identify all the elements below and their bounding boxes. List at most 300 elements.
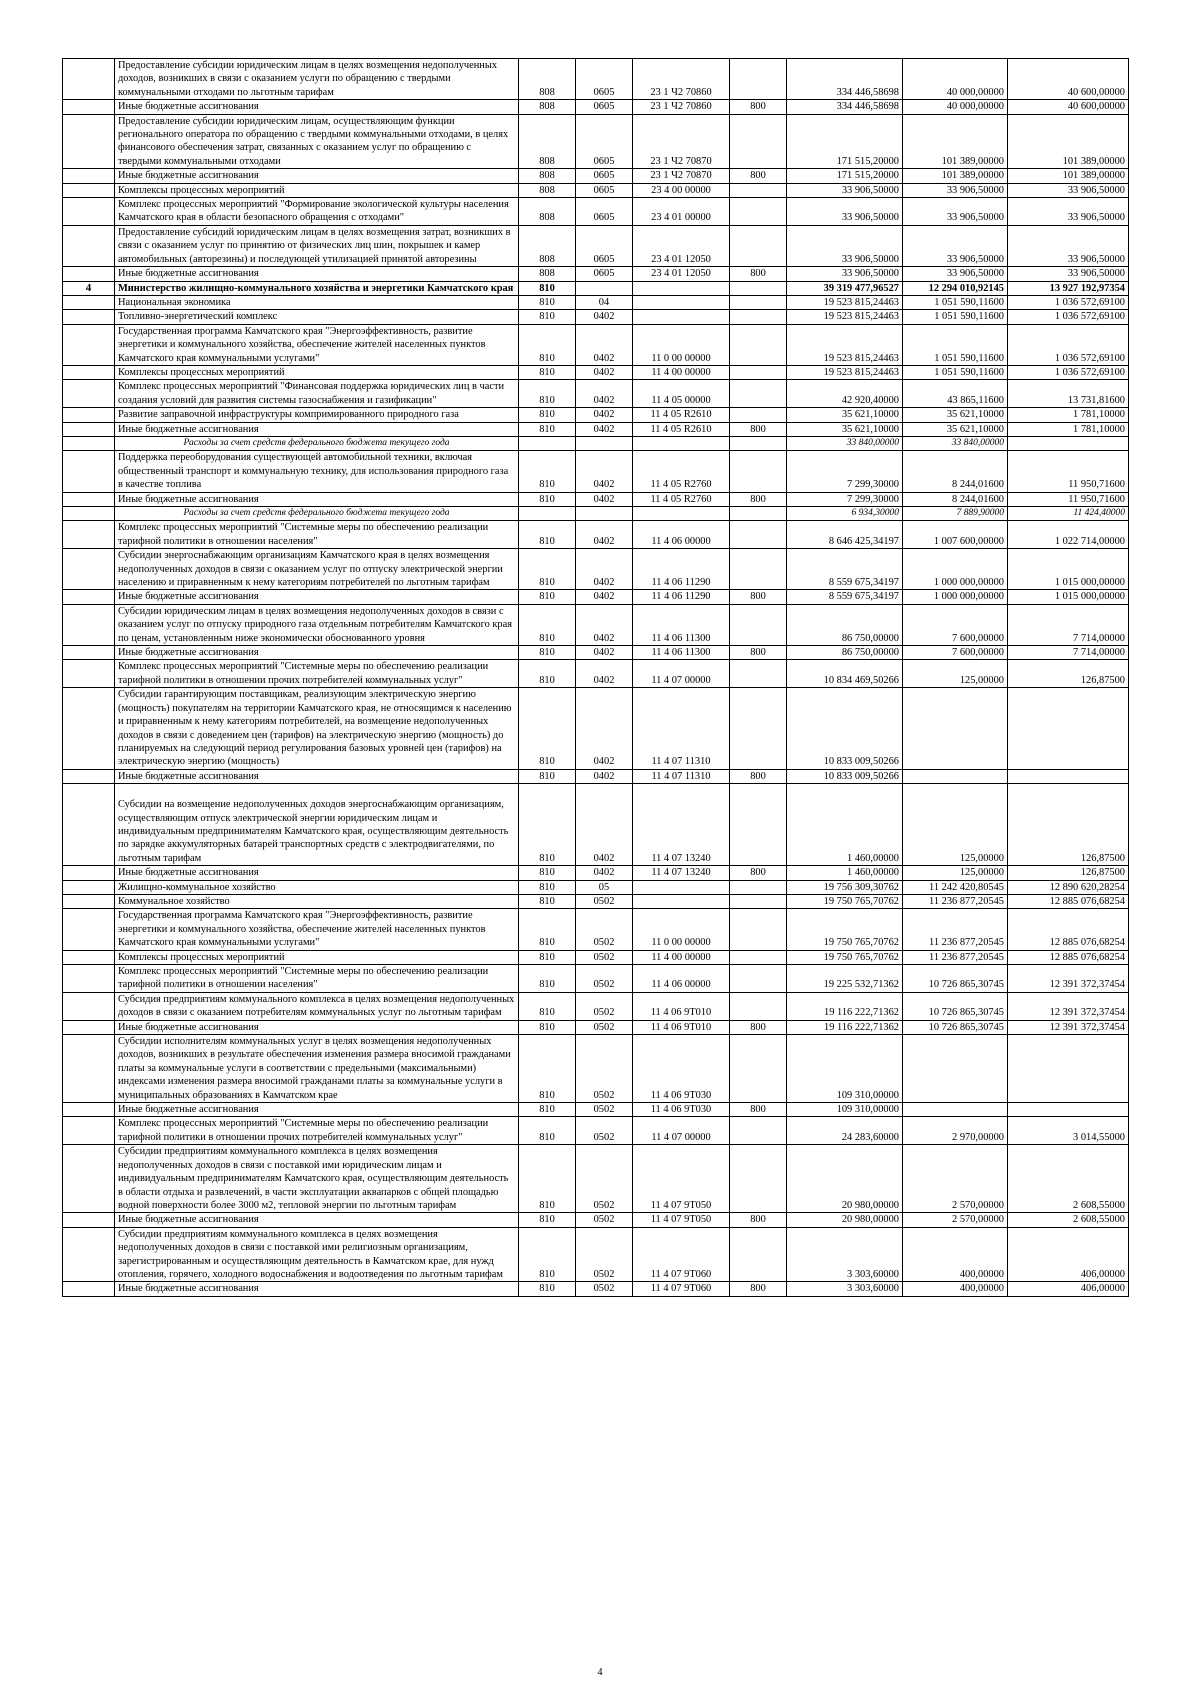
amount-year-1: 10 834 469,50266	[787, 660, 903, 688]
table-row	[63, 59, 1129, 100]
table-row	[63, 521, 1129, 549]
amount-year-1: 3 303,60000	[787, 1227, 903, 1282]
amount-year-3: 13 731,81600	[1008, 380, 1129, 408]
grbs-code: 808	[519, 100, 576, 114]
expense-type-code: 800	[730, 1020, 787, 1034]
section-code: 0605	[576, 225, 633, 266]
row-number	[63, 507, 115, 521]
grbs-code: 810	[519, 950, 576, 964]
amount-year-1: 33 906,50000	[787, 198, 903, 226]
amount-year-2: 1 051 590,11600	[903, 324, 1008, 365]
amount-year-3: 12 890 620,28254	[1008, 880, 1129, 894]
section-code: 0402	[576, 380, 633, 408]
amount-year-1: 171 515,20000	[787, 169, 903, 183]
item-name: Предоставление субсидии юридическим лицам, осуществляющим функции регионального оператора по обращению с твердыми коммунальными отходами, в целях финансового обеспечения затрат, связанных с оказанием услуг по обращению с твердыми коммунальными отходами	[115, 114, 519, 169]
amount-year-2: 11 242 420,80545	[903, 880, 1008, 894]
expense-type-code: 800	[730, 267, 787, 281]
amount-year-2: 2 970,00000	[903, 1117, 1008, 1145]
item-name: Иные бюджетные ассигнования	[115, 866, 519, 880]
row-number	[63, 866, 115, 880]
grbs-code: 808	[519, 183, 576, 197]
amount-year-1: 171 515,20000	[787, 114, 903, 169]
item-name: Комплекс процессных мероприятий "Финансовая поддержка юридических лиц в части создания условий для развития системы газоснабжения и газификации"	[115, 380, 519, 408]
expense-type-code: 800	[730, 169, 787, 183]
row-number	[63, 688, 115, 769]
amount-year-2: 12 294 010,92145	[903, 281, 1008, 295]
row-number	[63, 183, 115, 197]
target-article-code: 11 4 05 00000	[633, 380, 730, 408]
table-row	[63, 880, 1129, 894]
target-article-code	[633, 281, 730, 295]
grbs-code: 808	[519, 169, 576, 183]
item-name: Государственная программа Камчатского края "Энергоэффективность, развитие энергетики и коммунального хозяйства, обеспечение жителей населенных пунктов Камчатского края коммунальными услугами"	[115, 909, 519, 950]
expense-type-code	[730, 688, 787, 769]
section-code: 0605	[576, 100, 633, 114]
section-code: 0502	[576, 1213, 633, 1227]
row-number	[63, 1145, 115, 1213]
item-name: Расходы за счет средств федерального бюджета текущего года	[115, 507, 519, 521]
row-number	[63, 267, 115, 281]
expense-type-code	[730, 521, 787, 549]
section-code: 05	[576, 880, 633, 894]
target-article-code: 11 4 07 11310	[633, 688, 730, 769]
grbs-code: 810	[519, 1020, 576, 1034]
target-article-code: 11 4 05 R2610	[633, 422, 730, 436]
item-name: Комплекс процессных мероприятий "Системные меры по обеспечению реализации тарифной политики в отношении прочих потребителей коммунальных услуг"	[115, 1117, 519, 1145]
expense-type-code: 800	[730, 646, 787, 660]
expense-type-code: 800	[730, 769, 787, 783]
table-row	[63, 1227, 1129, 1282]
target-article-code: 11 4 07 00000	[633, 1117, 730, 1145]
target-article-code: 11 4 06 9Т010	[633, 1020, 730, 1034]
amount-year-1: 19 523 815,24463	[787, 310, 903, 324]
expense-type-code	[730, 198, 787, 226]
section-code	[576, 281, 633, 295]
item-name: Субсидии исполнителям коммунальных услуг в целях возмещения недополученных доходов, возникших в результате обеспечения изменения размера вносимой гражданами платы за коммунальные услуги в соответствии с предельными (максимальными) индексами изменения размера вносимой гражданами платы за коммунальные услуги в муниципальных образованиях в Камчатском крае	[115, 1035, 519, 1103]
table-row	[63, 100, 1129, 114]
expense-type-code	[730, 114, 787, 169]
row-number	[63, 784, 115, 866]
section-code: 0502	[576, 965, 633, 993]
target-article-code: 23 4 01 12050	[633, 225, 730, 266]
row-number	[63, 660, 115, 688]
amount-year-2: 11 236 877,20545	[903, 909, 1008, 950]
section-code	[576, 436, 633, 450]
amount-year-2: 400,00000	[903, 1227, 1008, 1282]
federal-share-row	[63, 507, 1129, 521]
amount-year-1: 24 283,60000	[787, 1117, 903, 1145]
amount-year-1: 86 750,00000	[787, 604, 903, 645]
amount-year-1: 1 460,00000	[787, 784, 903, 866]
table-row	[63, 380, 1129, 408]
row-number	[63, 1117, 115, 1145]
amount-year-3: 12 391 372,37454	[1008, 1020, 1129, 1034]
amount-year-1: 19 750 765,70762	[787, 950, 903, 964]
amount-year-2: 1 000 000,00000	[903, 590, 1008, 604]
amount-year-3: 7 714,00000	[1008, 646, 1129, 660]
item-name: Расходы за счет средств федерального бюджета текущего года	[115, 436, 519, 450]
amount-year-3	[1008, 769, 1129, 783]
expense-type-code	[730, 1117, 787, 1145]
amount-year-1: 8 646 425,34197	[787, 521, 903, 549]
row-number	[63, 1213, 115, 1227]
section-code: 0402	[576, 688, 633, 769]
item-name: Комплексы процессных мероприятий	[115, 365, 519, 379]
section-code: 0605	[576, 59, 633, 100]
row-number	[63, 1035, 115, 1103]
amount-year-3	[1008, 1103, 1129, 1117]
section-code: 0402	[576, 310, 633, 324]
target-article-code: 11 4 06 9Т010	[633, 992, 730, 1020]
item-name: Иные бюджетные ассигнования	[115, 267, 519, 281]
target-article-code: 23 1 Ч2 70870	[633, 114, 730, 169]
grbs-code: 810	[519, 1145, 576, 1213]
amount-year-3: 2 608,55000	[1008, 1213, 1129, 1227]
table-row	[63, 324, 1129, 365]
amount-year-3: 12 885 076,68254	[1008, 909, 1129, 950]
section-code: 0402	[576, 604, 633, 645]
amount-year-2: 10 726 865,30745	[903, 992, 1008, 1020]
table-row	[63, 310, 1129, 324]
target-article-code: 11 4 06 11300	[633, 604, 730, 645]
table-row	[63, 492, 1129, 506]
section-code	[576, 507, 633, 521]
amount-year-3: 12 391 372,37454	[1008, 965, 1129, 993]
amount-year-1: 10 833 009,50266	[787, 688, 903, 769]
expense-type-code	[730, 436, 787, 450]
amount-year-3: 7 714,00000	[1008, 604, 1129, 645]
amount-year-3: 406,00000	[1008, 1227, 1129, 1282]
table-row	[63, 1145, 1129, 1213]
row-number	[63, 380, 115, 408]
target-article-code: 11 4 05 R2760	[633, 451, 730, 492]
item-name: Субсидии гарантирующим поставщикам, реализующим электрическую энергию (мощность) покупателям на территории Камчатского края, не относящимся к населению и приравненным к нему категориям потребителей, на возмещение недополученных доходов в связи с доведением цен (тарифов) на электрическую энергию (мощность) до планируемых на следующий период регулирования базовых уровней цен (тарифов) на электрическую энергию (мощность)	[115, 688, 519, 769]
amount-year-2: 35 621,10000	[903, 422, 1008, 436]
item-name: Комплекс процессных мероприятий "Системные меры по обеспечению реализации тарифной политики в отношении населения"	[115, 521, 519, 549]
amount-year-1: 42 920,40000	[787, 380, 903, 408]
item-name: Государственная программа Камчатского края "Энергоэффективность, развитие энергетики и коммунального хозяйства, обеспечение жителей населенных пунктов Камчатского края коммунальными услугами"	[115, 324, 519, 365]
row-number	[63, 909, 115, 950]
target-article-code: 11 4 05 R2610	[633, 408, 730, 422]
item-name: Иные бюджетные ассигнования	[115, 646, 519, 660]
section-code: 0502	[576, 909, 633, 950]
section-code: 0502	[576, 1117, 633, 1145]
amount-year-2	[903, 1035, 1008, 1103]
amount-year-3	[1008, 688, 1129, 769]
item-name: Комплекс процессных мероприятий "Формирование экологической культуры населения Камчатского края в области безопасного обращения с отходами"	[115, 198, 519, 226]
grbs-code: 810	[519, 295, 576, 309]
table-row	[63, 660, 1129, 688]
row-number	[63, 100, 115, 114]
target-article-code	[633, 880, 730, 894]
amount-year-1: 10 833 009,50266	[787, 769, 903, 783]
grbs-code: 810	[519, 590, 576, 604]
amount-year-2: 11 236 877,20545	[903, 894, 1008, 908]
target-article-code: 11 4 00 00000	[633, 365, 730, 379]
table-row	[63, 784, 1129, 866]
target-article-code: 11 4 07 9Т060	[633, 1227, 730, 1282]
expense-type-code	[730, 408, 787, 422]
amount-year-1: 19 116 222,71362	[787, 1020, 903, 1034]
expense-type-code	[730, 909, 787, 950]
expense-type-code	[730, 183, 787, 197]
item-name: Национальная экономика	[115, 295, 519, 309]
amount-year-1: 7 299,30000	[787, 492, 903, 506]
row-number	[63, 436, 115, 450]
row-number	[63, 492, 115, 506]
expense-type-code: 800	[730, 100, 787, 114]
target-article-code: 11 4 06 00000	[633, 965, 730, 993]
item-name: Субсидии на возмещение недополученных доходов энергоснабжающим организациям, осуществляющим отпуск электрической энергии юридическим лицам и индивидуальным предпринимателям Камчатского края, осуществляющим деятельность по зарядке аккумуляторных батарей транспортных средств с электродвигателями, по льготным тарифам	[115, 784, 519, 866]
expense-type-code	[730, 950, 787, 964]
target-article-code: 11 4 07 13240	[633, 866, 730, 880]
target-article-code: 11 0 00 00000	[633, 324, 730, 365]
item-name: Субсидии предприятиям коммунального комплекса в целях возмещения недополученных доходов в связи с поставкой ими религиозным организациям, зарегистрированным и осуществляющим деятельность в Камчатском крае, для нужд отопления, горячего, холодного водоснабжения и водоотведения по льготным тарифам	[115, 1227, 519, 1282]
target-article-code: 11 4 07 00000	[633, 660, 730, 688]
section-code: 0402	[576, 422, 633, 436]
grbs-code: 810	[519, 660, 576, 688]
row-number	[63, 225, 115, 266]
amount-year-1: 86 750,00000	[787, 646, 903, 660]
section-code: 0402	[576, 866, 633, 880]
row-number	[63, 451, 115, 492]
table-row	[63, 1035, 1129, 1103]
amount-year-2: 1 007 600,00000	[903, 521, 1008, 549]
table-row	[63, 225, 1129, 266]
amount-year-3: 101 389,00000	[1008, 169, 1129, 183]
amount-year-3: 12 885 076,68254	[1008, 894, 1129, 908]
amount-year-1: 33 906,50000	[787, 267, 903, 281]
expense-type-code	[730, 281, 787, 295]
table-row	[63, 646, 1129, 660]
target-article-code: 23 1 Ч2 70870	[633, 169, 730, 183]
section-code: 0402	[576, 549, 633, 590]
amount-year-2: 8 244,01600	[903, 492, 1008, 506]
grbs-code	[519, 507, 576, 521]
amount-year-2: 10 726 865,30745	[903, 965, 1008, 993]
section-code: 0502	[576, 1227, 633, 1282]
target-article-code: 11 4 06 11290	[633, 590, 730, 604]
grbs-code: 810	[519, 281, 576, 295]
expense-type-code	[730, 1035, 787, 1103]
table-row	[63, 604, 1129, 645]
table-row	[63, 1213, 1129, 1227]
grbs-code: 810	[519, 992, 576, 1020]
section-code: 0502	[576, 992, 633, 1020]
row-number	[63, 646, 115, 660]
amount-year-1: 19 116 222,71362	[787, 992, 903, 1020]
amount-year-2: 10 726 865,30745	[903, 1020, 1008, 1034]
amount-year-1: 8 559 675,34197	[787, 549, 903, 590]
amount-year-3: 11 424,40000	[1008, 507, 1129, 521]
grbs-code: 808	[519, 59, 576, 100]
amount-year-3: 126,87500	[1008, 784, 1129, 866]
expense-type-code	[730, 225, 787, 266]
table-row	[63, 909, 1129, 950]
grbs-code	[519, 436, 576, 450]
amount-year-3: 40 600,00000	[1008, 100, 1129, 114]
grbs-code: 808	[519, 114, 576, 169]
amount-year-3: 33 906,50000	[1008, 183, 1129, 197]
section-code: 0605	[576, 114, 633, 169]
grbs-code: 810	[519, 1035, 576, 1103]
table-row	[63, 451, 1129, 492]
expense-type-code	[730, 59, 787, 100]
amount-year-1: 33 906,50000	[787, 183, 903, 197]
amount-year-1: 19 750 765,70762	[787, 894, 903, 908]
target-article-code: 11 4 06 11300	[633, 646, 730, 660]
target-article-code: 11 4 07 11310	[633, 769, 730, 783]
section-code: 0402	[576, 646, 633, 660]
table-row	[63, 1282, 1129, 1296]
grbs-code: 808	[519, 225, 576, 266]
table-row	[63, 950, 1129, 964]
grbs-code: 810	[519, 965, 576, 993]
grbs-code: 810	[519, 769, 576, 783]
amount-year-1: 19 523 815,24463	[787, 295, 903, 309]
row-number	[63, 295, 115, 309]
table-row	[63, 198, 1129, 226]
target-article-code: 23 1 Ч2 70860	[633, 100, 730, 114]
amount-year-1: 35 621,10000	[787, 408, 903, 422]
target-article-code: 11 0 00 00000	[633, 909, 730, 950]
expense-type-code: 800	[730, 590, 787, 604]
target-article-code: 11 4 06 00000	[633, 521, 730, 549]
row-number	[63, 521, 115, 549]
item-name: Субсидии энергоснабжающим организациям Камчатского края в целях возмещения недополученных доходов в связи с оказанием услуг по отпуску электрической энергии населению и приравненным к нему категориям потребителей по льготным тарифам	[115, 549, 519, 590]
expense-type-code	[730, 380, 787, 408]
target-article-code	[633, 507, 730, 521]
item-name: Комплексы процессных мероприятий	[115, 950, 519, 964]
amount-year-2: 33 906,50000	[903, 267, 1008, 281]
amount-year-2: 125,00000	[903, 784, 1008, 866]
table-row	[63, 183, 1129, 197]
row-number	[63, 310, 115, 324]
amount-year-1: 109 310,00000	[787, 1035, 903, 1103]
grbs-code: 810	[519, 1117, 576, 1145]
item-name: Иные бюджетные ассигнования	[115, 1103, 519, 1117]
table-row	[63, 1117, 1129, 1145]
table-row	[63, 1020, 1129, 1034]
section-code: 0502	[576, 894, 633, 908]
item-name: Иные бюджетные ассигнования	[115, 1282, 519, 1296]
amount-year-3: 33 906,50000	[1008, 225, 1129, 266]
amount-year-3: 3 014,55000	[1008, 1117, 1129, 1145]
expense-type-code	[730, 784, 787, 866]
grbs-code: 810	[519, 866, 576, 880]
target-article-code	[633, 295, 730, 309]
target-article-code: 11 4 07 9Т050	[633, 1145, 730, 1213]
amount-year-1: 109 310,00000	[787, 1103, 903, 1117]
expense-type-code	[730, 992, 787, 1020]
table-row	[63, 365, 1129, 379]
amount-year-2: 1 051 590,11600	[903, 295, 1008, 309]
row-number	[63, 198, 115, 226]
grbs-code: 810	[519, 1213, 576, 1227]
amount-year-3: 33 906,50000	[1008, 198, 1129, 226]
row-number	[63, 604, 115, 645]
grbs-code: 810	[519, 1227, 576, 1282]
section-code: 04	[576, 295, 633, 309]
amount-year-2: 7 600,00000	[903, 646, 1008, 660]
amount-year-2: 2 570,00000	[903, 1213, 1008, 1227]
item-name: Иные бюджетные ассигнования	[115, 769, 519, 783]
amount-year-2	[903, 688, 1008, 769]
amount-year-3: 1 036 572,69100	[1008, 310, 1129, 324]
amount-year-2: 33 906,50000	[903, 183, 1008, 197]
section-code: 0605	[576, 169, 633, 183]
section-code: 0502	[576, 1145, 633, 1213]
amount-year-2: 1 000 000,00000	[903, 549, 1008, 590]
amount-year-1: 3 303,60000	[787, 1282, 903, 1296]
row-number	[63, 992, 115, 1020]
expense-type-code: 800	[730, 492, 787, 506]
grbs-code: 810	[519, 451, 576, 492]
section-code: 0402	[576, 451, 633, 492]
table-row	[63, 295, 1129, 309]
row-number	[63, 408, 115, 422]
amount-year-3: 2 608,55000	[1008, 1145, 1129, 1213]
section-code: 0502	[576, 950, 633, 964]
item-name: Иные бюджетные ассигнования	[115, 492, 519, 506]
item-name: Комплексы процессных мероприятий	[115, 183, 519, 197]
expense-type-code: 800	[730, 866, 787, 880]
amount-year-2: 33 906,50000	[903, 225, 1008, 266]
expense-type-code	[730, 365, 787, 379]
target-article-code: 11 4 05 R2760	[633, 492, 730, 506]
amount-year-3: 101 389,00000	[1008, 114, 1129, 169]
row-number	[63, 1227, 115, 1282]
amount-year-2: 43 865,11600	[903, 380, 1008, 408]
grbs-code: 808	[519, 267, 576, 281]
amount-year-2	[903, 769, 1008, 783]
table-row	[63, 267, 1129, 281]
grbs-code: 810	[519, 688, 576, 769]
amount-year-3: 13 927 192,97354	[1008, 281, 1129, 295]
amount-year-2: 101 389,00000	[903, 169, 1008, 183]
table-row	[63, 992, 1129, 1020]
expense-type-code: 800	[730, 1282, 787, 1296]
expense-type-code: 800	[730, 422, 787, 436]
amount-year-2: 35 621,10000	[903, 408, 1008, 422]
amount-year-2	[903, 1103, 1008, 1117]
row-number	[63, 114, 115, 169]
target-article-code	[633, 436, 730, 450]
amount-year-2: 7 600,00000	[903, 604, 1008, 645]
section-code: 0502	[576, 1282, 633, 1296]
expense-type-code	[730, 451, 787, 492]
amount-year-1: 19 523 815,24463	[787, 365, 903, 379]
item-name: Субсидии предприятиям коммунального комплекса в целях возмещения недополученных доходов в связи с поставкой ими юридическим лицам и индивидуальным предпринимателям Камчатского края, осуществляющим деятельность в области отдыха и развлечений, в части эксплуатации аквапарков с общей площадью водной поверхности более 3000 м2, тепловой энергии по льготным тарифам	[115, 1145, 519, 1213]
section-code: 0402	[576, 365, 633, 379]
grbs-code: 810	[519, 365, 576, 379]
target-article-code: 23 4 01 12050	[633, 267, 730, 281]
expense-type-code	[730, 880, 787, 894]
grbs-code: 810	[519, 894, 576, 908]
table-row	[63, 408, 1129, 422]
expense-type-code	[730, 310, 787, 324]
amount-year-1: 39 319 477,96527	[787, 281, 903, 295]
amount-year-1: 19 750 765,70762	[787, 909, 903, 950]
amount-year-1: 20 980,00000	[787, 1145, 903, 1213]
amount-year-3: 40 600,00000	[1008, 59, 1129, 100]
expense-type-code	[730, 507, 787, 521]
table-row	[63, 549, 1129, 590]
amount-year-3: 1 036 572,69100	[1008, 324, 1129, 365]
amount-year-3: 406,00000	[1008, 1282, 1129, 1296]
amount-year-3: 12 885 076,68254	[1008, 950, 1129, 964]
row-number	[63, 1103, 115, 1117]
